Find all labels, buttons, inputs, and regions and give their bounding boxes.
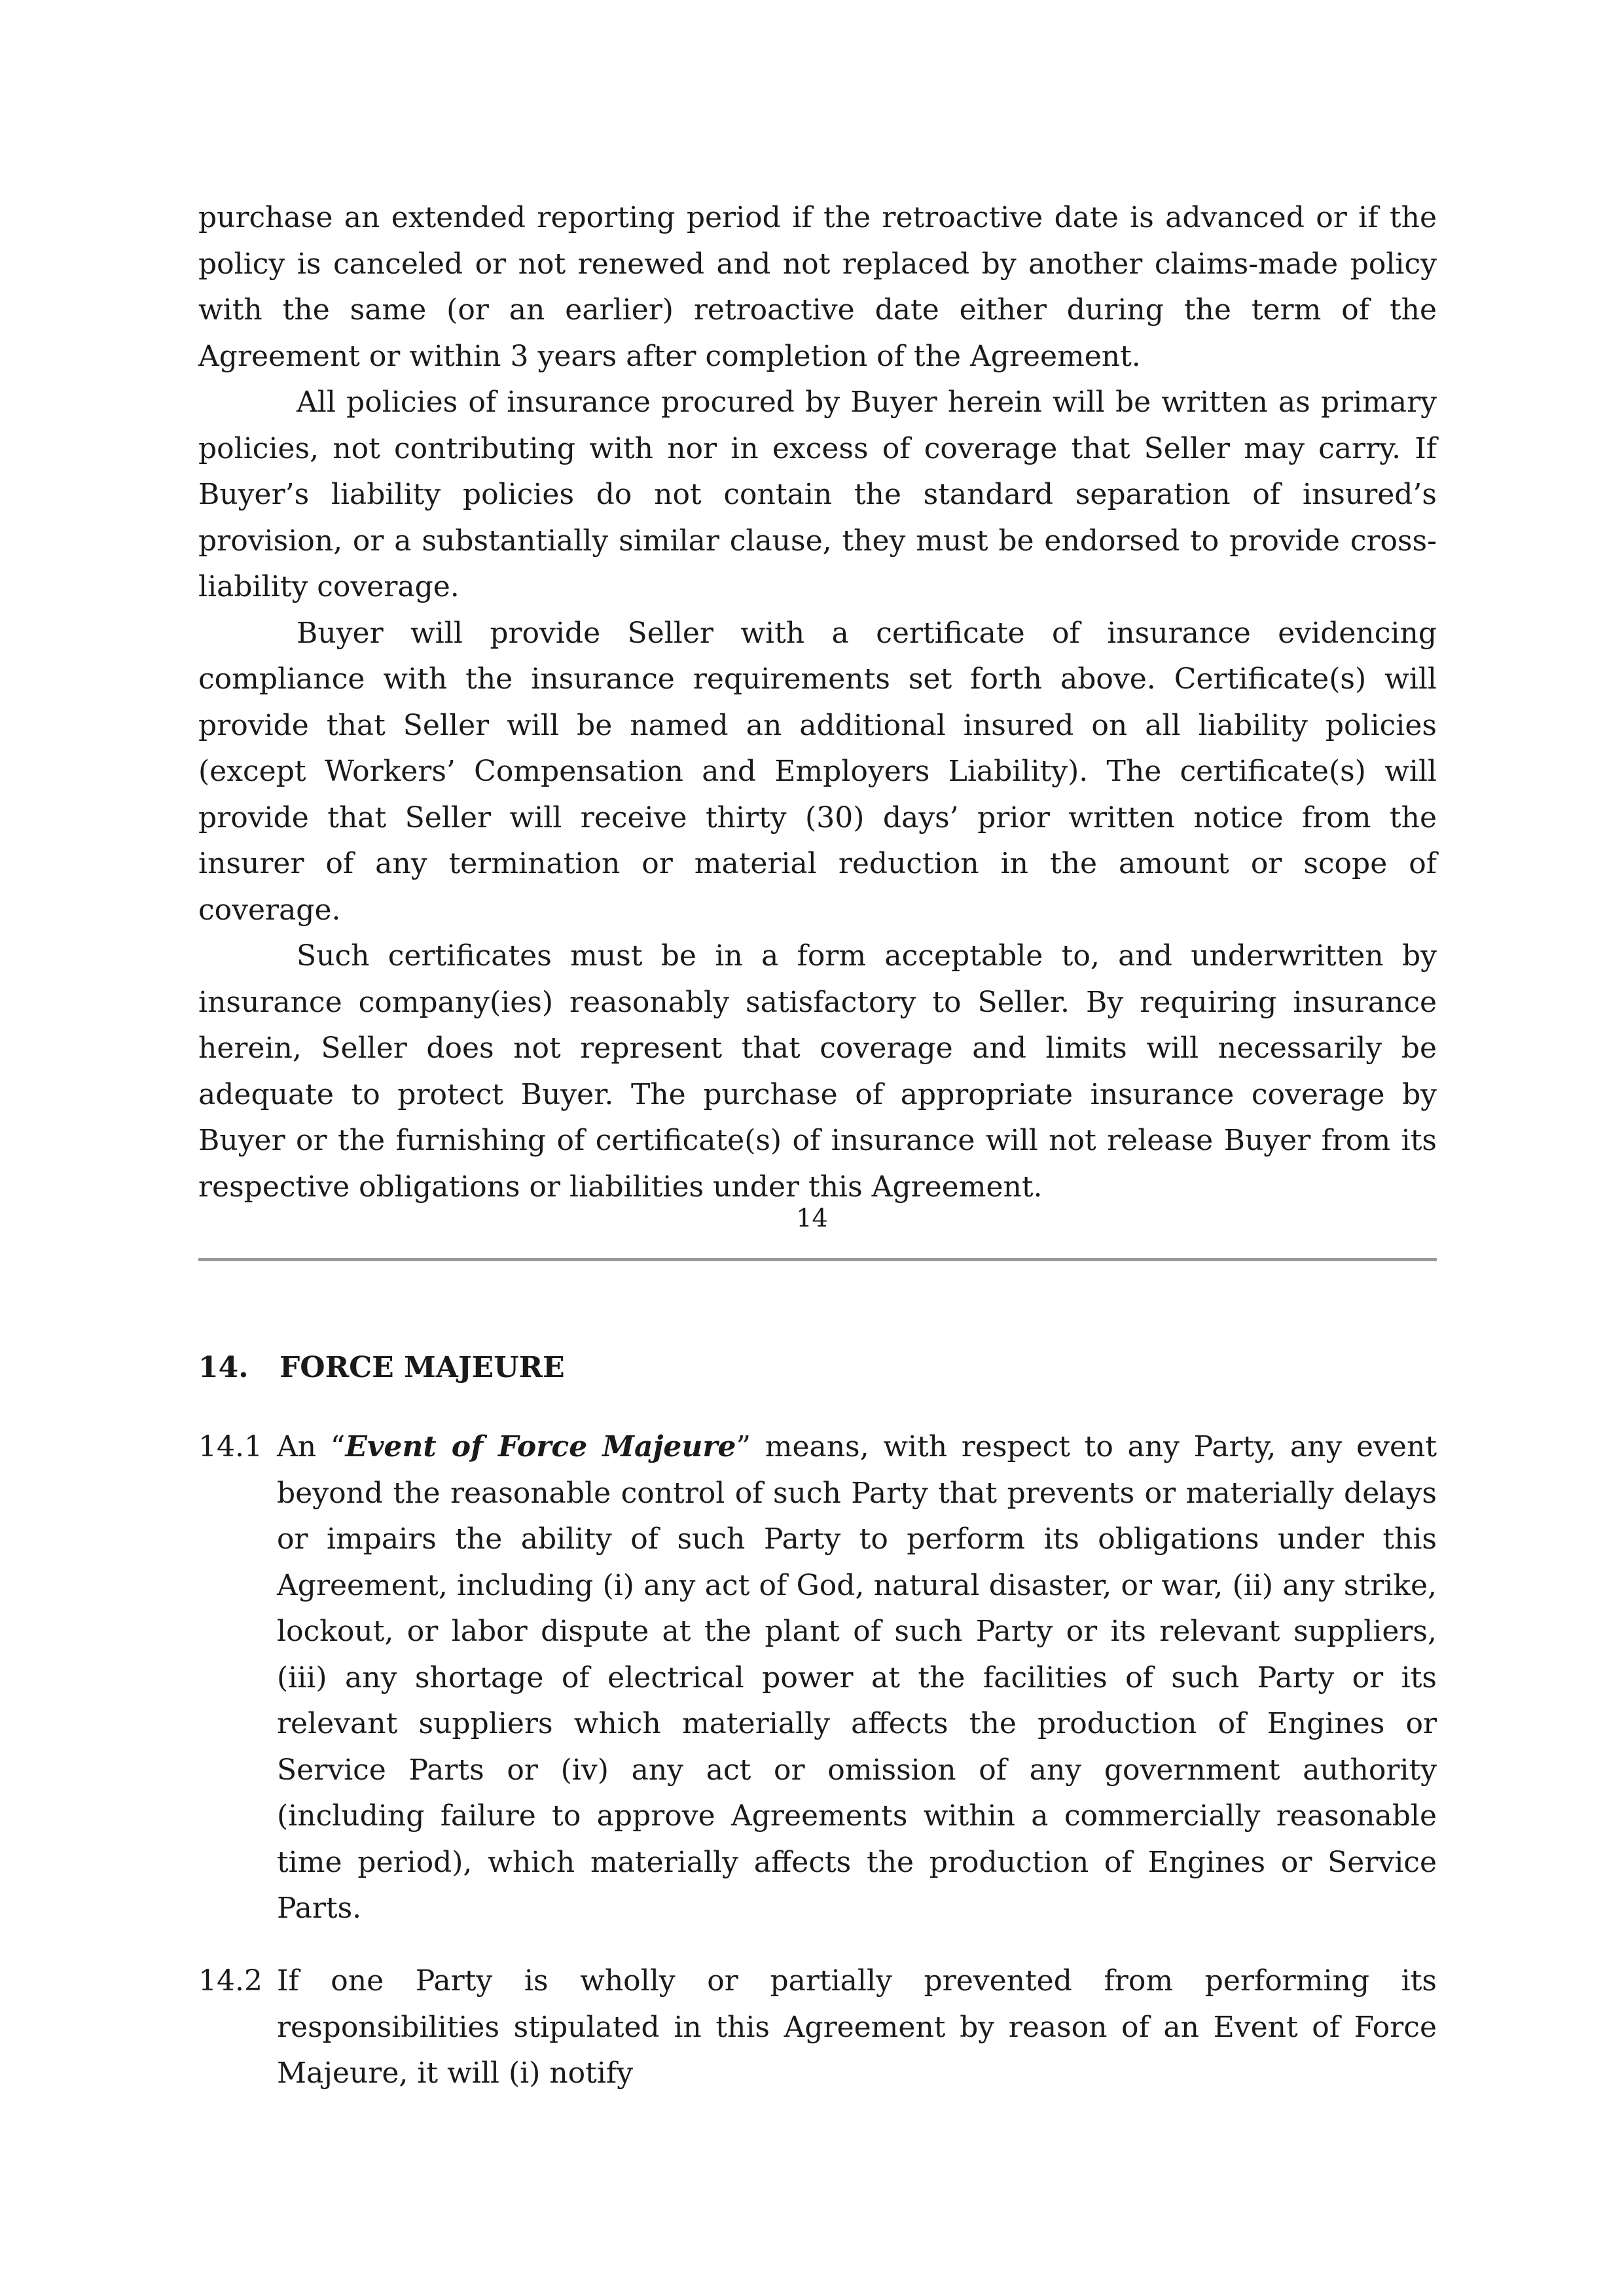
clause-14-2	[198, 1958, 1437, 2097]
insurance-text-block	[198, 195, 1437, 1210]
clause-body: ” means, with respect to any Party, any event beyond the reasonable control of such Party that prevents or materially delays or impairs the ability of such Party to perform its obligations under this Agreement, including (i) any act of God, natural disaster, or war, (ii) any strike, lockout, or labor dispute at the plant of such Party or its relevant suppliers, (iii) any shortage of electrical power at the facilities of such Party or its relevant suppliers which materially affects the production of Engines or Service Parts or (iv) any act or omission of any government authority (including failure to approve Agreements within a commercially reasonable time period), which materially affects the production of Engines or Service Parts.	[277, 1430, 1437, 1925]
clause-14-1	[198, 1424, 1437, 1932]
clause-lead: An “	[277, 1430, 346, 1463]
page-divider	[198, 1258, 1437, 1261]
clause-number: 14.2	[198, 1964, 262, 1998]
defined-term: Event of Force Majeure	[345, 1430, 736, 1463]
clause-number: 14.1	[198, 1430, 262, 1463]
clause-text: If one Party is wholly or partially prevented from performing its responsibilities stipulated in this Agreement by reason of an Event of Force Majeure, it will (i) notify	[277, 1964, 1437, 2090]
section-heading	[198, 1345, 565, 1391]
paragraph-primary-policies: All policies of insurance procured by Buyer herein will be written as primary policies, not contributing with nor in excess of coverage that Seller may carry. If Buyer’s liability policies do not contain the standard separation of insured’s provision, or a substantially similar clause, they must be endorsed to provide cross-liability coverage.	[198, 386, 1437, 603]
paragraph-extended-reporting: purchase an extended reporting period if the retroactive date is advanced or if the policy is canceled or not renewed and not replaced by another claims-made policy with the same (or an earlier) retroactive date either during the term of the Agreement or within 3 years after completion of the Agreement.	[198, 201, 1437, 373]
section-number: 14.	[198, 1351, 249, 1384]
paragraph-certificate-of-insurance: Buyer will provide Seller with a certificate of insurance evidencing compliance with the insurance requirements set forth above. Certificate(s) will provide that Seller will be named an additional insured on all liability policies (except Workers’ Compensation and Employers Liability). The certificate(s) will provide that Seller will receive thirty (30) days’ prior written notice from the insurer of any termination or material reduction in the amount or scope of coverage.	[198, 616, 1437, 927]
section-title: FORCE MAJEURE	[280, 1351, 565, 1384]
page-number: 14	[796, 1204, 828, 1232]
paragraph-certificate-form: Such certificates must be in a form acceptable to, and underwritten by insurance company(ies) reasonably satisfactory to Seller. By requiring insurance herein, Seller does not represent that coverage and limits will necessarily be adequate to protect Buyer. The purchase of appropriate insurance coverage by Buyer or the furnishing of certificate(s) of insurance will not release Buyer from its respective obligations or liabilities under this Agreement.	[198, 939, 1437, 1204]
clause-text	[277, 1424, 1437, 1932]
